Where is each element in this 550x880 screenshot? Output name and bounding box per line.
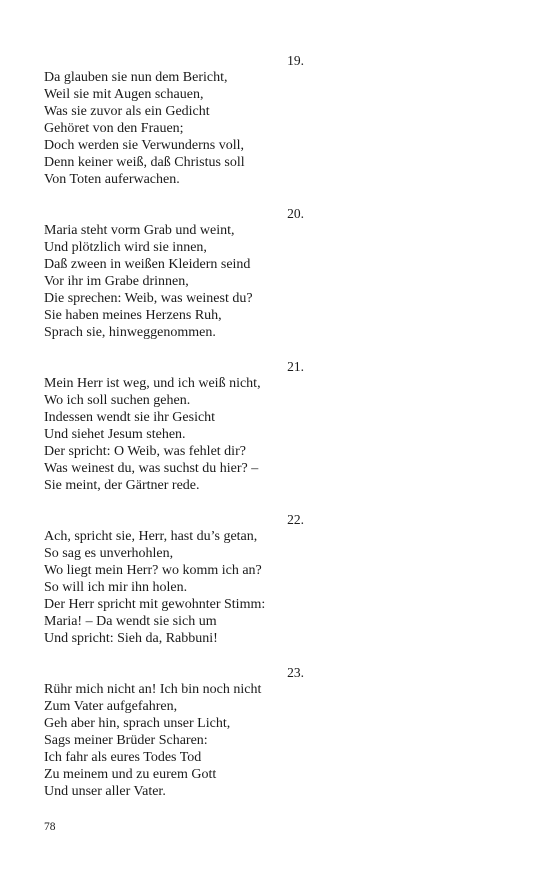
verse-line: Mein Herr ist weg, und ich weiß nicht,: [44, 376, 261, 391]
verse-line: Indessen wendt sie ihr Gesicht: [44, 410, 216, 425]
verse-line: Doch werden sie Verwunderns voll,: [44, 138, 244, 153]
verse-line: Wo liegt mein Herr? wo komm ich an?: [44, 563, 262, 578]
verse-line: Da glauben sie nun dem Bericht,: [44, 70, 228, 85]
page-number: 78: [44, 821, 56, 833]
verse-line: Denn keiner weiß, daß Christus soll: [44, 155, 245, 170]
verse-line: Von Toten auferwachen.: [44, 172, 180, 187]
verse-line: Rühr mich nicht an! Ich bin noch nicht: [44, 682, 262, 697]
stanza-number: 21.: [287, 359, 304, 374]
verse-line: Der Herr spricht mit gewohnter Stimm:: [44, 597, 266, 612]
stanza: [44, 358, 334, 494]
verse-line: Maria steht vorm Grab und weint,: [44, 223, 235, 238]
stanza: [44, 52, 334, 188]
verse-line: Ich fahr als eures Todes Tod: [44, 750, 202, 765]
verse-line: Zu meinem und zu eurem Gott: [44, 767, 217, 782]
stanza: [44, 664, 334, 800]
verse-line: Die sprechen: Weib, was weinest du?: [44, 291, 253, 306]
stanza: [44, 205, 334, 341]
verse-line: Und unser aller Vater.: [44, 784, 166, 799]
poem-body: [44, 52, 334, 817]
verse-line: Sags meiner Brüder Scharen:: [44, 733, 208, 748]
verse-line: Vor ihr im Grabe drinnen,: [44, 274, 189, 289]
stanza-number: 20.: [287, 206, 304, 221]
verse-line: Sprach sie, hinweggenommen.: [44, 325, 216, 340]
verse-line: So will ich mir ihn holen.: [44, 580, 188, 595]
verse-line: Und spricht: Sieh da, Rabbuni!: [44, 631, 218, 646]
verse-line: Der spricht: O Weib, was fehlet dir?: [44, 444, 246, 459]
verse-line: Und plötzlich wird sie innen,: [44, 240, 207, 255]
verse-line: Und siehet Jesum stehen.: [44, 427, 186, 442]
verse-line: Sie haben meines Herzens Ruh,: [44, 308, 222, 323]
verse-line: Was sie zuvor als ein Gedicht: [44, 104, 210, 119]
stanza-number: 19.: [287, 53, 304, 68]
verse-line: Zum Vater aufgefahren,: [44, 699, 178, 714]
stanza-number: 22.: [287, 512, 304, 527]
verse-line: Weil sie mit Augen schauen,: [44, 87, 204, 102]
verse-line: Geh aber hin, sprach unser Licht,: [44, 716, 231, 731]
verse-line: Wo ich soll suchen gehen.: [44, 393, 191, 408]
verse-line: Maria! – Da wendt sie sich um: [44, 614, 217, 629]
verse-line: Was weinest du, was suchst du hier? –: [44, 461, 259, 476]
stanza: [44, 511, 334, 647]
verse-line: Sie meint, der Gärtner rede.: [44, 478, 200, 493]
verse-line: Ach, spricht sie, Herr, hast du’s getan,: [44, 529, 258, 544]
verse-line: So sag es unverhohlen,: [44, 546, 174, 561]
stanza-number: 23.: [287, 665, 304, 680]
verse-line: Gehöret von den Frauen;: [44, 121, 184, 136]
verse-line: Daß zween in weißen Kleidern seind: [44, 257, 251, 272]
